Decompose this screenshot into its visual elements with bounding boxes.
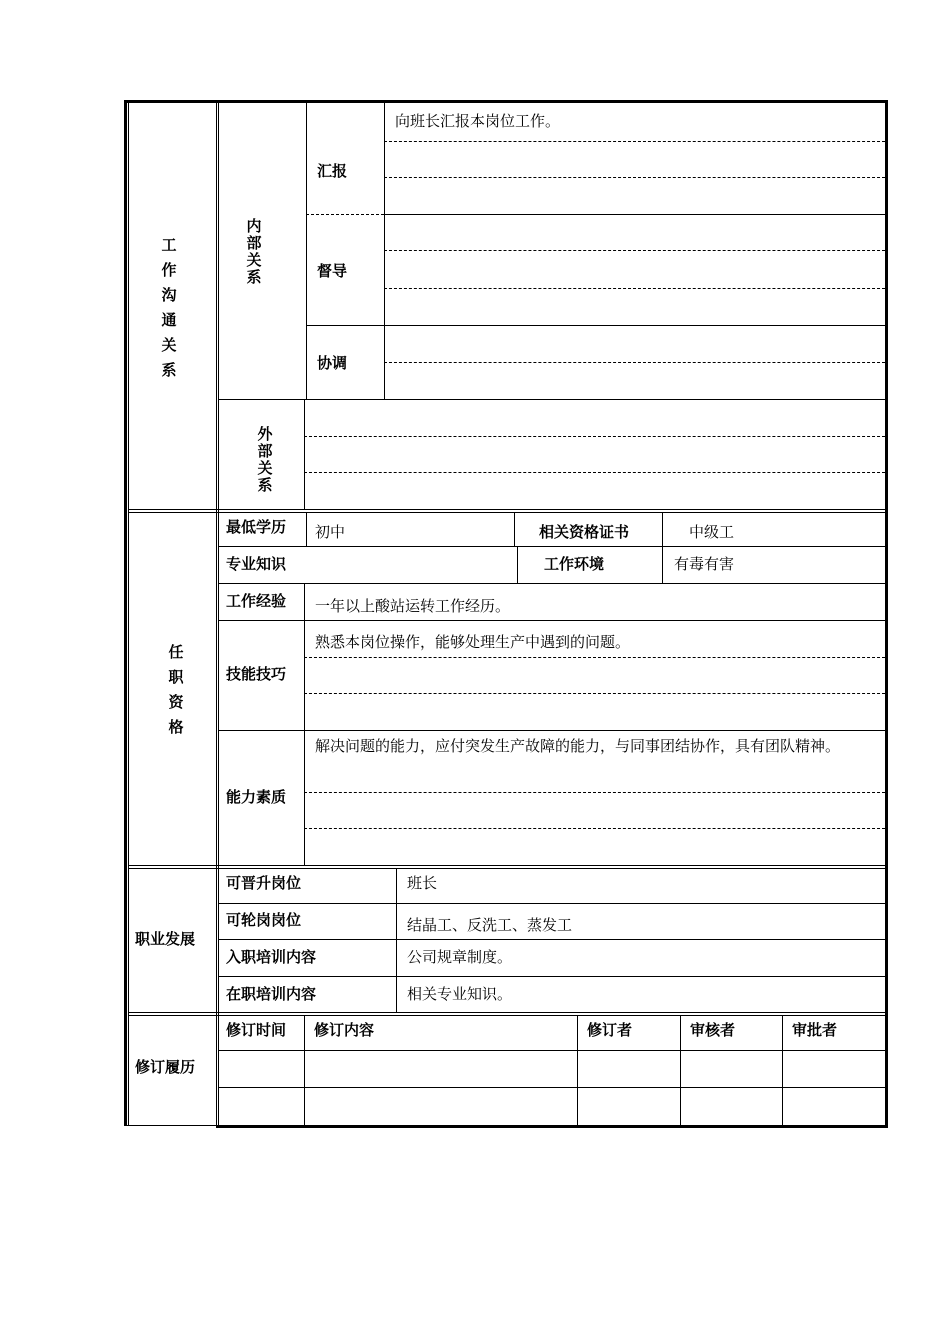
table-right-border: [885, 100, 888, 1128]
table-bottom-left-border: [124, 1125, 216, 1126]
report-dash-1: [384, 141, 885, 142]
skills-dash-2: [304, 693, 885, 694]
onboarding-value: 公司规章制度。: [407, 948, 513, 966]
inservice-value: 相关专业知识。: [407, 985, 513, 1003]
coordinate-label: 协调: [317, 354, 348, 372]
section-sep-2b: [128, 868, 885, 869]
promotion-bottom-line: [218, 903, 885, 904]
certificate-label: 相关资格证书: [539, 523, 630, 541]
environment-value: 有毒有害: [674, 555, 735, 573]
inner-left-line: [128, 103, 129, 1125]
supervise-dash-2: [384, 288, 885, 289]
supervise-label: 督导: [317, 262, 348, 280]
experience-value: 一年以上酸站运转工作经历。: [315, 597, 511, 615]
inservice-label: 在职培训内容: [226, 985, 317, 1003]
ability-dash-2: [304, 828, 885, 829]
report-bottom-line: [384, 214, 885, 215]
experience-col-line: [304, 583, 305, 865]
revision-col-reviewer: 审核者: [690, 1021, 736, 1039]
section-sep-1: [128, 509, 885, 510]
report-text: 向班长汇报本岗位工作。: [395, 112, 561, 130]
onboarding-bottom-line: [218, 976, 885, 977]
environment-label: 工作环境: [544, 555, 605, 573]
education-col-line: [306, 512, 307, 547]
table-top-border: [124, 100, 888, 103]
revision-col-time: 修订时间: [226, 1021, 287, 1039]
external-dash-2: [304, 472, 885, 473]
rotation-label: 可轮岗岗位: [226, 911, 302, 929]
internal-relation-label: 内 部 关 系: [246, 217, 262, 286]
report-label-dash: [306, 214, 384, 215]
experience-label: 工作经验: [226, 592, 287, 610]
career-col-line: [396, 868, 397, 1012]
report-dash-2: [384, 177, 885, 178]
external-dash-1: [304, 436, 885, 437]
ability-label: 能力素质: [226, 788, 287, 806]
table-left-border: [124, 100, 127, 1126]
section-sep-3: [128, 1012, 885, 1013]
education-bottom-line: [218, 546, 885, 547]
coordinate-dash-1: [384, 362, 885, 363]
revision-col-content: 修订内容: [314, 1021, 375, 1039]
career-section-label: 职业发展: [135, 930, 196, 948]
internal-bottom-line: [218, 399, 885, 400]
supervise-bottom-line: [306, 325, 885, 326]
internal-column-line: [306, 103, 307, 400]
skills-value: 熟悉本岗位操作，能够处理生产中遇到的问题。: [315, 633, 631, 651]
revision-section-label: 修订履历: [135, 1058, 196, 1076]
revision-col-line-2: [577, 1015, 578, 1128]
external-column-line: [304, 399, 305, 509]
ability-value: 解决问题的能力，应付突发生产故障的能力，与同事团结协作，具有团队精神。: [315, 737, 841, 755]
knowledge-bottom-line: [218, 583, 885, 584]
section-column-line-2: [218, 103, 219, 1128]
revision-col-approver: 审批者: [792, 1021, 838, 1039]
rotation-bottom-line: [218, 939, 885, 940]
communication-section-label: 工 作 沟 通 关 系: [161, 236, 177, 379]
revision-col-line-3: [680, 1015, 681, 1128]
certificate-value: 中级工: [689, 523, 735, 541]
education-cert-line: [514, 512, 515, 547]
knowledge-env-line: [517, 546, 518, 584]
revision-row-line: [218, 1087, 885, 1088]
revision-col-reviser: 修订者: [587, 1021, 633, 1039]
education-value: 初中: [315, 523, 346, 541]
section-column-line: [216, 103, 217, 1128]
onboarding-label: 入职培训内容: [226, 948, 317, 966]
promotion-label: 可晋升岗位: [226, 874, 302, 892]
revision-col-line-1: [304, 1015, 305, 1128]
skills-bottom-line: [218, 730, 885, 731]
education-label: 最低学历: [226, 518, 287, 536]
certificate-col-line: [662, 512, 663, 584]
table-bottom-border: [216, 1125, 888, 1128]
report-label: 汇报: [317, 162, 348, 180]
promotion-value: 班长: [407, 874, 438, 892]
knowledge-label: 专业知识: [226, 555, 287, 573]
skills-label: 技能技巧: [226, 665, 287, 683]
qualification-section-label: 任 职 资 格: [168, 643, 184, 736]
external-relation-label: 外 部 关 系: [257, 425, 273, 494]
subtype-column-line: [384, 103, 385, 400]
skills-dash-1: [304, 657, 885, 658]
revision-col-line-4: [782, 1015, 783, 1128]
ability-dash-1: [304, 792, 885, 793]
experience-bottom-line: [218, 620, 885, 621]
revision-header-line: [218, 1050, 885, 1051]
rotation-value: 结晶工、反洗工、蒸发工: [407, 916, 573, 934]
section-sep-1b: [128, 512, 885, 513]
section-sep-3b: [128, 1015, 885, 1016]
section-sep-2: [128, 865, 885, 866]
supervise-dash-1: [384, 250, 885, 251]
